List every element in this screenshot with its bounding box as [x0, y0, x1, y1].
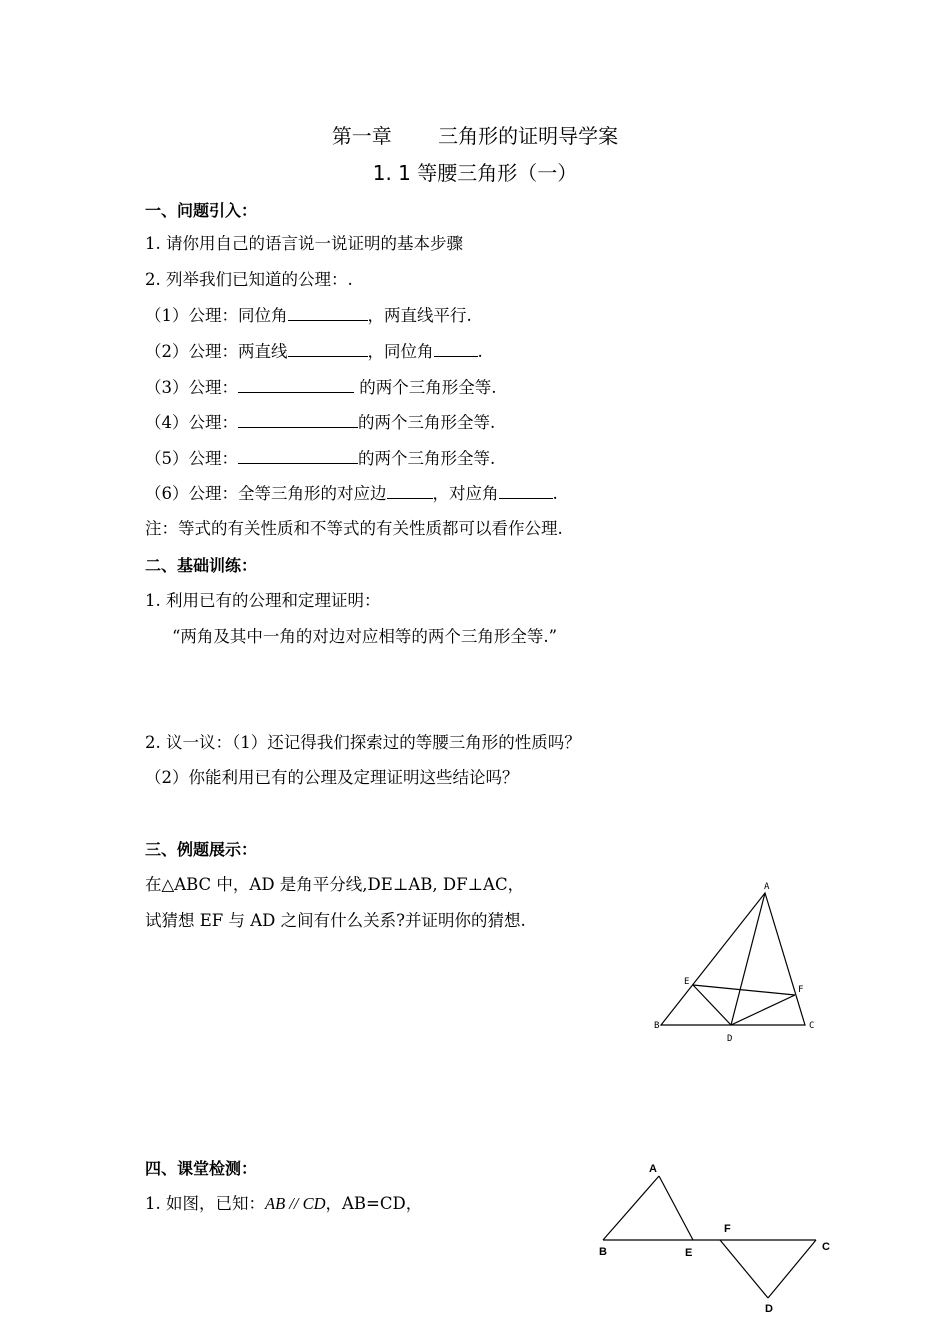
label-c: C [809, 1021, 815, 1031]
page-title: 第一章 三角形的证明导学案 [331, 124, 619, 148]
section1-q1: 1. 请你用自己的语言说一说证明的基本步骤 [145, 234, 463, 253]
triangle-figure-2 [590, 1155, 840, 1320]
axiom-item-4: （4）公理： 的两个三角形全等. [145, 413, 496, 432]
segment-fd [720, 1240, 768, 1298]
section2-q1-quote: “两角及其中一角的对边对应相等的两个三角形全等.” [172, 627, 558, 646]
segment-ae [659, 1176, 693, 1240]
blank [288, 304, 368, 321]
section2-q1: 1. 利用已有的公理和定理证明： [145, 591, 381, 610]
label-d: D [727, 1034, 733, 1044]
section1-q2: 2. 列举我们已知道的公理：. [145, 270, 353, 289]
section1-note: 注：等式的有关性质和不等式的有关性质都可以看作公理. [145, 519, 563, 538]
axiom-item-2: （2）公理：两直线 ，同位角 . [145, 342, 483, 361]
axiom-item-5: （5）公理： 的两个三角形全等. [145, 449, 496, 468]
axiom-item-1: （1）公理：同位角 ，两直线平行. [145, 306, 472, 325]
triangle-abc [661, 893, 805, 1025]
label-a: A [649, 1163, 657, 1175]
section2-q2b: （2）你能利用已有的公理及定理证明这些结论吗？ [145, 768, 519, 787]
axiom-item-6: （6）公理：全等三角形的对应边 ，对应角 . [145, 484, 558, 503]
axiom-item-3: （3）公理： 的两个三角形全等. [145, 378, 497, 397]
label-f: F [798, 985, 804, 995]
section2-q2: 2. 议一议：（1）还记得我们探索过的等腰三角形的性质吗？ [145, 733, 581, 752]
label-d: D [765, 1303, 773, 1315]
section2-heading: 二、基础训练： [145, 556, 258, 575]
section4-heading: 四、课堂检测： [145, 1159, 258, 1178]
label-a: A [764, 882, 770, 892]
blank [434, 340, 478, 357]
label-b: B [599, 1246, 607, 1258]
segment-ef [693, 985, 795, 995]
page-subtitle: 1. 1 等腰三角形（一） [372, 161, 578, 185]
segment-de [693, 985, 731, 1025]
segment-df [731, 995, 795, 1025]
segment-ab [603, 1176, 659, 1240]
section3-line1: 在△ABC 中，AD 是角平分线,DE⊥AB, DF⊥AC， [145, 875, 525, 894]
section3-heading: 三、例题展示： [145, 840, 258, 859]
blank [288, 340, 368, 357]
label-e: E [684, 977, 690, 987]
segment-dc [768, 1240, 816, 1298]
triangle-figure-1 [640, 870, 840, 1050]
label-c: C [822, 1241, 830, 1253]
label-b: B [654, 1021, 660, 1031]
label-f: F [724, 1223, 731, 1235]
blank [238, 376, 354, 393]
blank [499, 482, 553, 499]
blank [238, 447, 358, 464]
section4-q1: 1. 如图，已知：AB // CD，AB=CD， [145, 1194, 423, 1213]
math-expression: AB // CD [265, 1194, 326, 1213]
label-e: E [685, 1247, 693, 1259]
section1-heading: 一、问题引入： [145, 201, 258, 220]
blank [238, 411, 358, 428]
blank [387, 482, 433, 499]
section3-line2: 试猜想 EF 与 AD 之间有什么关系?并证明你的猜想. [145, 911, 526, 930]
segment-ad [731, 893, 765, 1025]
